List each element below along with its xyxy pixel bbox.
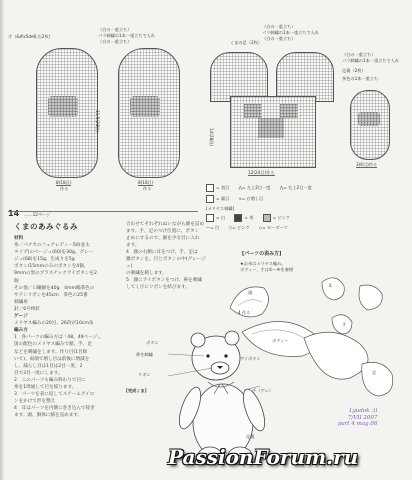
ssk-symbol: ⋀: [279, 185, 284, 190]
text-line: 9mmの黒のプラスチックアイボタンを2: [14, 271, 97, 277]
paw-dim-bottom-2: 8(18目): [138, 180, 154, 185]
legend-item: = 裏目: [216, 196, 230, 201]
ear-piece-shape-2: [359, 285, 382, 310]
foot-note-2: パラ刺繍の1本一重立ちで入れ: [262, 30, 320, 35]
bear-ear-left: [191, 333, 205, 347]
legend: [206, 184, 312, 230]
text-line: ます。: [126, 243, 140, 249]
paw-chart-label: 手（&#x5de6;右2枚）: [8, 34, 53, 39]
legend-item: = ピンク: [232, 225, 250, 230]
brown-swatch: [234, 214, 242, 222]
signature: [338, 408, 377, 428]
white-swatch: [206, 214, 214, 222]
text-line: 糸／パナカのフェアレディー50(並太: [14, 243, 90, 249]
bear-label-hand: 手（グレ）: [252, 388, 273, 393]
text-line: 刺繍糸: [14, 299, 28, 305]
foot-note-1: （白の一重立ち）: [262, 24, 296, 29]
text-line: 編み方: [14, 328, 28, 334]
white-line-symbol: —: [206, 225, 211, 230]
text-line: の刺繍を刺します。: [126, 270, 167, 276]
sole-note-3: 茶色の1本一重立ち: [342, 76, 379, 81]
text-line: ます。手、足のつけ位置に、ボタン: [126, 229, 200, 235]
foot-dim-bottom: 12(24目)作る: [248, 170, 275, 175]
text-line: 5 顔にアイボタンをつけ、鼻を刺繍: [126, 277, 202, 283]
bear-label-eye: アイボタン: [240, 356, 261, 361]
assembly-note-1: ★お米はメリヤス編み。: [240, 261, 286, 266]
text-line: サテンリボンを45cm 茶色の25番: [14, 292, 88, 298]
bear-label-nose: 鼻を刺繍: [136, 352, 153, 357]
text-line: し、減らし目は1目は2目一度、2: [14, 363, 83, 369]
sole-dim: 3(6目)作る: [356, 162, 378, 167]
legend-item: = 茶: [244, 215, 254, 220]
text-line: ジュ(68)を15g、生成りを5g: [14, 257, 75, 263]
assembly-heading: [パーツの表み方]: [242, 251, 282, 257]
text-line: いて)、両端で増し目は前後に増減を: [14, 356, 90, 362]
sole-motif: [358, 112, 380, 126]
legend-item: = 表目: [216, 185, 230, 190]
text-line: ます。頭、胴体に綿を詰めます。: [14, 413, 83, 419]
label-head: 頭: [248, 290, 253, 295]
text-line: 鍋ボタンを、目とボタンの中(グレージュ): [126, 257, 206, 269]
materials-column: [14, 236, 122, 420]
instructions-column: [126, 222, 212, 292]
label-hand: 手: [342, 322, 347, 327]
foot-chart-grid-top-left: [210, 52, 268, 102]
paw-note-2: パラ刺繍の1本一重立ちで入れ: [98, 33, 156, 38]
paw-make-2: 作る: [143, 186, 152, 191]
purl-stitch-symbol: [206, 195, 214, 203]
paw-heart-motif-right: [130, 96, 160, 117]
page-title: くまのあみぐるみ: [14, 222, 78, 231]
body-piece-shape-2: [304, 332, 368, 379]
foot-motif-1: [244, 104, 262, 118]
page-number: 14: [8, 209, 20, 218]
paw-note-1: （白の一重立ち）: [98, 27, 132, 32]
foot-note-3: （白の一重立ち）: [262, 36, 296, 41]
legend-item: = 左上2目一度: [242, 185, 271, 190]
bear-eye-right: [224, 354, 227, 357]
foot-motif-center: [258, 118, 284, 138]
text-line: 2 このパーツも編み終わりで目に: [14, 377, 86, 383]
pink-swatch: [263, 214, 271, 222]
text-line: 目で3目一度にします。: [14, 370, 63, 376]
paw-heart-motif-left: [48, 96, 78, 117]
header-divider: [8, 211, 198, 212]
signature-line-1: Lyudok :)): [349, 408, 378, 414]
text-line: 個: [14, 278, 19, 284]
increase-symbol: ⋎: [238, 196, 242, 201]
text-line: 材料: [14, 236, 24, 241]
text-line: メリヤス編みの20目、26段が10cm角: [14, 321, 94, 327]
text-line: 1 各パーツの編み方は「48、49ページ」、: [14, 335, 105, 341]
legend-item: = 白: [216, 215, 226, 220]
text-line: ゲージ: [14, 314, 28, 320]
text-line: してくびにリボンを結びます。: [126, 284, 190, 290]
paw-make-1: 作る: [60, 186, 69, 191]
foot-piece-shape: [362, 362, 393, 396]
label-ear: 耳: [328, 283, 333, 288]
signature-line-2: 7/VII 2007: [347, 414, 378, 421]
paw-dim-bottom-1: 8(18目): [56, 180, 72, 185]
ear-piece-shape: [322, 278, 344, 300]
lazy-daisy-symbol: ◇: [258, 225, 263, 230]
pink-line-symbol: ○: [228, 225, 233, 230]
bear-label-ribbon: リボン: [138, 372, 151, 377]
sole-note-1: （白の一重立ち）: [342, 52, 376, 57]
text-line: ンをかけて形を整え: [14, 399, 56, 405]
text-line: その他／口繊綿を40g 4mm幅茶色の: [14, 285, 95, 291]
text-line: タイプ)のベージュ(60)を30g、グレー: [14, 250, 94, 256]
page-ref: ……12ページ: [24, 212, 51, 217]
sole-chart-label: 足裏（2枚）: [342, 68, 366, 73]
watermark: PassionForum.ru: [168, 445, 359, 469]
text-line: 図の配色のメリヤス編みで顔、手、足: [14, 342, 92, 348]
foot-chart-label: くまの足（2枚）: [230, 40, 262, 45]
text-line: 4 耳はパーツを内側に巻き込んで接ぎ: [14, 406, 95, 412]
bear-eye-left: [206, 354, 209, 357]
knit-stitch-symbol: [206, 184, 214, 192]
signature-line-3: part 4 mag.06: [338, 421, 378, 427]
foot-dim-side: 14(28段): [209, 128, 214, 147]
label-body: ボディー: [272, 338, 289, 343]
paw-note-3: （白の一重立ち）: [98, 39, 132, 44]
bear-label-sole: 足裏: [246, 434, 255, 439]
page-gutter: [0, 0, 4, 480]
bear-ear-right: [225, 331, 239, 345]
text-line: 3 パーツを表に返してスチームアイロ: [14, 392, 95, 398]
text-line: ボタン/15mmのみのボタンを4個、: [14, 264, 89, 270]
legend-item: = ピンク: [272, 215, 291, 220]
bear-label-button: ボタン: [146, 340, 159, 345]
sole-note-2: パラ刺繍の1本一重立ちで入れ: [342, 58, 400, 63]
legend-item: = 右増し目: [241, 196, 264, 201]
legend-item: = ローダーツ: [262, 225, 288, 230]
legend-item: = 右上2目一度: [283, 185, 312, 190]
text-line: 糸を1周通して目を絞ります。: [14, 384, 77, 390]
text-line: 合わせてそれぞれぬいながら綿を詰め: [126, 222, 205, 227]
text-line: 針／6号棒針: [14, 306, 40, 312]
foot-motif-2: [280, 104, 298, 118]
paw-dim-side: 11.5(24段): [95, 110, 100, 133]
legend-heading: [メリヤス刺繍]: [206, 206, 235, 211]
label-make: 4 作る: [238, 310, 251, 315]
foot-chart-grid-top-right: [276, 52, 334, 102]
text-line: 4 顔の右側に耳をつけ、手、足は: [126, 250, 198, 256]
text-line: 止めにするので、綿を少な目に入れ: [126, 236, 200, 242]
assembly-note-2: ボディー、手は①～④を参照: [240, 267, 294, 272]
legend-item: = 白: [210, 225, 220, 230]
text-line: などを刺繍をします。作り目(1目除: [14, 349, 88, 355]
bear-heading: [完成くま]: [126, 388, 147, 393]
k2tog-symbol: ⋀: [238, 185, 242, 190]
label-foot: 足: [372, 370, 377, 375]
